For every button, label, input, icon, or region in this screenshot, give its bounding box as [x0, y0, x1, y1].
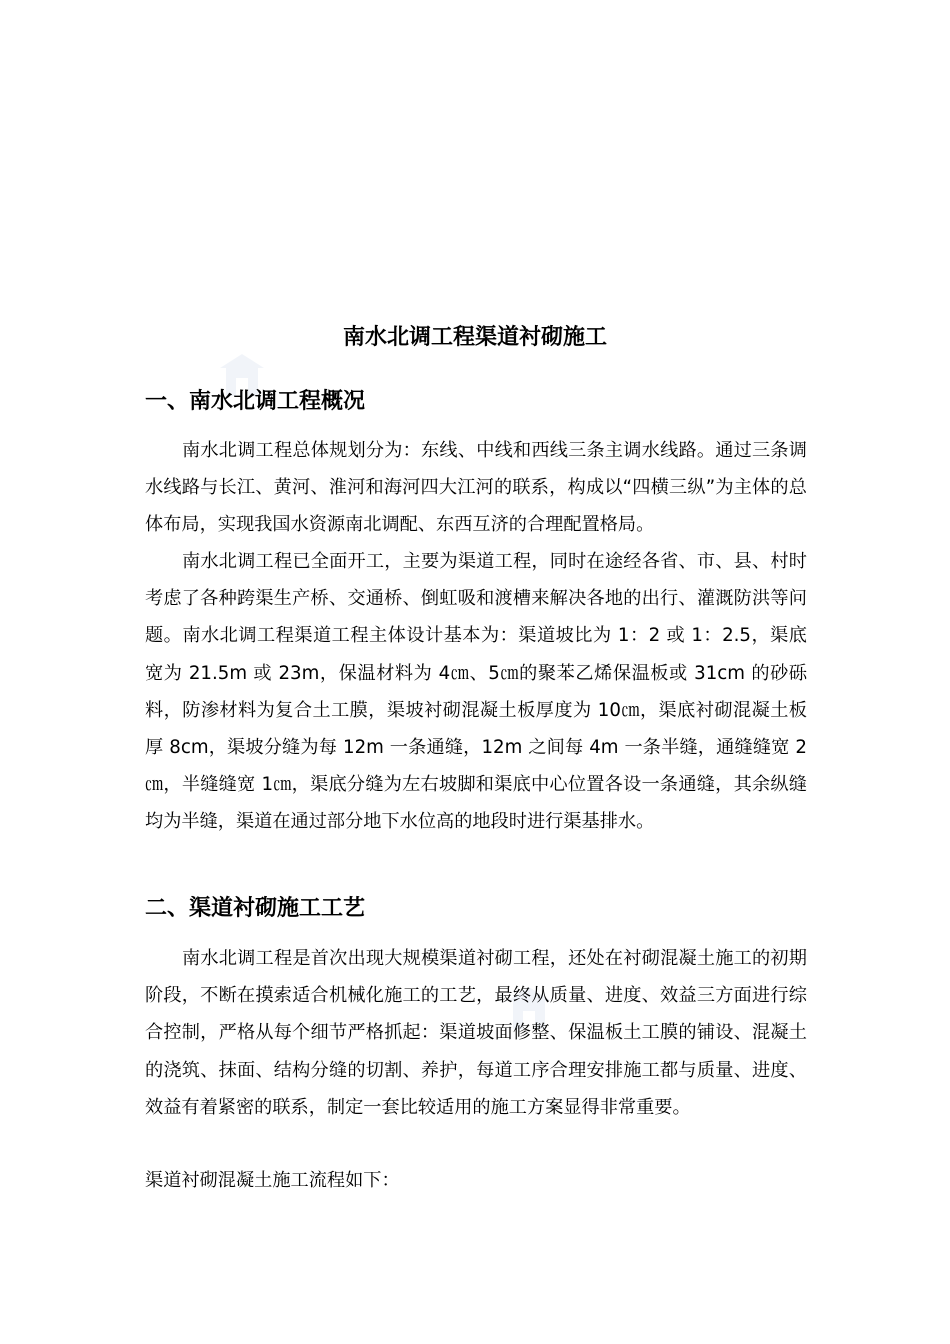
paragraph-overview-design: 南水北调工程已全面开工，主要为渠道工程，同时在途经各省、市、县、村时考虑了各种跨渠生产桥、交通桥、倒虹吸和渡槽来解决各地的出行、灌溉防洪等问题。南水北调工程渠道工程主体设计基本为：渠道坡比为 1：2 或 1：2.5，渠底宽为 21.5m 或 23m，保温材料为 4㎝、5㎝的聚苯乙烯保温板或 31cm 的砂砾料，防渗材料为复合土工膜，渠坡衬砌混凝土板厚度为 10㎝，渠底衬砌混凝土板厚 8cm，渠坡分缝为每 12m 一条通缝，12m 之间每 4m 一条半缝，通缝缝宽 2㎝，半缝缝宽 1㎝，渠底分缝为左右坡脚和渠底中心位置各设一条通缝，其余纵缝均为半缝，渠道在通过部分地下水位高的地段时进行渠基排水。: [145, 551, 807, 833]
section-heading-process: 二、渠道衬砌施工工艺: [145, 896, 366, 921]
document-title: 南水北调工程渠道衬砌施工: [342, 325, 607, 350]
paragraph-process-flow-label: 渠道衬砌混凝土施工流程如下：: [145, 1170, 400, 1191]
paragraph-overview-plan: 南水北调工程总体规划分为：东线、中线和西线三条主调水线路。通过三条调水线路与长江、黄河、淮河和海河四大江河的联系，构成以“四横三纵”为主体的总体布局，实现我国水资源南北调配、东西互济的合理配置格局。: [145, 440, 807, 536]
section-heading-overview: 一、南水北调工程概况: [145, 389, 366, 414]
paragraph-process-intro: 南水北调工程是首次出现大规模渠道衬砌工程，还处在衬砌混凝土施工的初期阶段，不断在摸索适合机械化施工的工艺，最终从质量、进度、效益三方面进行综合控制，严格从每个细节严格抓起：渠道坡面修整、保温板土工膜的铺设、混凝土的浇筑、抹面、结构分缝的切割、养护，每道工序合理安排施工都与质量、进度、效益有着紧密的联系，制定一套比较适用的施工方案显得非常重要。: [145, 948, 807, 1118]
